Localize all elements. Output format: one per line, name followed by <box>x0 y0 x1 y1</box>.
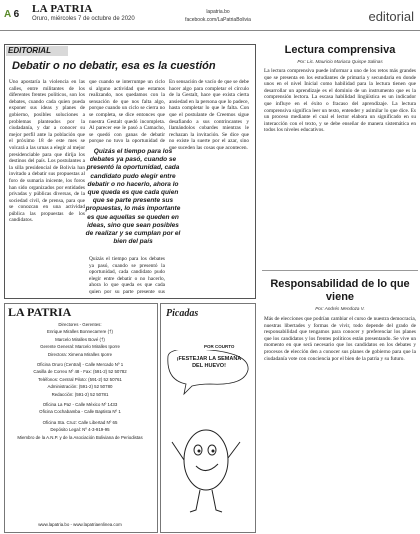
staff-line: Enrique Miralles Bonnecarrere (†) <box>47 329 113 335</box>
staff-line: Teléfonos: Central Piloto: (591-2) 52 50761 <box>38 376 122 382</box>
staff-web[interactable]: www.lapatria.bo - www.lapatriaenlinea.com <box>38 522 122 527</box>
cartoon-illustration <box>160 350 254 530</box>
article-author-1: Por: Lic. Mauricio Mariaca Quispe Salinas <box>297 59 383 64</box>
cartoon-speech-text: ¡FESTEJAR LA SEMANA DEL HUEVO! <box>176 356 242 369</box>
editorial-tab: EDITORIAL <box>6 46 68 56</box>
staff-line: Directora: Ximena Miralles Iporre <box>47 351 113 357</box>
staff-line: Depósito Legal: Nº 4-3-919-95 <box>50 427 110 433</box>
masthead-title: LA PATRIA <box>32 3 93 15</box>
editorial-pull-quote: Quizás el tiempo para los debates ya pasó, cuando se presentó la oportunidad, cada candidato pudo elegir entre debatir o no hacerlo, ahora lo que queda es que cada quien que se parte presente sus propuestas, lo más importante es que aquellas se queden en ideas, sino que sean posibles de realizar y se cumplan por el bien del país <box>85 148 181 246</box>
egg-icon <box>184 430 228 490</box>
staff-box-title: LA PATRIA <box>8 305 72 319</box>
editorial-column-2: que cuando se interrumpe un ciclo si alguno actividad que estamos realizando, nos quedamos con la sensación de que nos falta algo, porque cuando un ciclo se cierra no se completa, se dice entonces que nuestra Gestalt quedó incompleta. Al parecer ese le pasó a Camacho, se quedó con ganas de debatir porque no tuvo la oportunidad de <box>89 79 165 145</box>
divider <box>262 270 418 271</box>
staff-line: Gerente General: Marcelo Miralles Iporre <box>40 344 120 350</box>
article-title-2: Responsabilidad de lo que viene <box>270 278 410 303</box>
section-label: editorial <box>368 9 414 24</box>
masthead-date: Oruro, miércoles 7 de octubre de 2020 <box>32 16 135 22</box>
website-link[interactable]: lapatria.bo <box>206 9 230 15</box>
article-author-2: Por: Andrés Mendoza V. <box>315 306 365 311</box>
editorial-column-2-bottom: Quizás el tiempo para los debates ya pasó, cuando se presentó la oportunidad, cada candidato pudo elegir entre debatir o no hacerlo, ahora lo que queda es que cada quien por su parte presente sus <box>89 256 165 294</box>
staff-line: Oficina Oruro (Central) - Calle Mercado Nº 1 <box>36 362 124 368</box>
page-number <box>4 9 19 20</box>
staff-line: Directores - Gerentes: <box>58 322 102 327</box>
staff-line: Marcelo Miralles Bové (†) <box>55 336 105 342</box>
staff-line: Redacción: (591-2) 52 50781 <box>51 391 109 397</box>
article-body-2: Más de elecciones que podrían cambiar el curso de nuestra democracia, nuestras libertades y formas de vivir, todo depende del grado de responsabilidad que tengamos para conocer y preferenciar los planes que los candidatos y los frentes políticos están presentando. Se vive un momento en que será necesario que los candidatos en los debates y procesos de elección den a conocer sus planes de gobierno para que la ciudadanía vote con conciencia por el bien de la patria y su futuro. <box>264 316 416 362</box>
page-letter: A <box>4 9 11 20</box>
editorial-column-1: Uno apostaría la violencia en las calles, entre militantes de los diferentes frentes políticos, son los debates, cuando cada quien pueda exponer sus ideas y planes de gobierno, posibles soluciones a problemas planteados por la ciudadanía, y dar a conocer su mejor perfil ante la población que el próximo 18 de este mes se volcará a las urnas a elegir al mejor presidenciable para que dirija los destinos del país. Los postulantes a la silla presidencial de Bolivia han invitado a debatir sus propuestas al foro de sumaria inicente, los foros han sido organizados por entidades privadas y públicas diversas, de la sociedad civil, de prensa, para que se conozcan en una actividad pública las propuestas de los candidatos. <box>9 79 85 224</box>
staff-line: Casilla de Correo Nº 48 - Fax: (591-2) 52 50782 <box>33 369 127 375</box>
page-number-value: 6 <box>13 9 20 20</box>
staff-line: Oficina La Paz - Calle México Nº 1433 <box>42 402 118 408</box>
editorial-title: Debatir o no debatir, esa es la cuestión <box>12 60 216 72</box>
article-body-1: La lectura comprensiva puede informar a uno de los retos más grandes que se presenta en los estudiantes de primaria y secundaria en donde unos en el nivel Inicial como habilidad para la lectura tienen que desarrollar un aprendizaje es el dominio de un instrumento que es la comprensión lectora. La escasa habilidad lingüística es un indicador que influye en el éxito o fracaso del aprendizaje. La lectura comprensiva significa leer un texto, entender y asimilar lo que dice. Es un proceso mediante el cual el lector elabora un significado en su interacción con el texto, y se debe enseñar de manera sistemática en todos los niveles educativos. <box>264 68 416 134</box>
cartoon-author: POR COURTO <box>204 344 235 349</box>
staff-line: Administración: (591-2) 52 50780 <box>47 384 113 390</box>
article-title-1: Lectura comprensiva <box>284 44 396 56</box>
editorial-column-3: En sensación de vacío de que se debe hacer algo para completar el círculo de la Gestalt, hace que exista cierta ansiedad en la persona que lo padece, hasta completar lo que le falta. Con que el postulante de Creemos sigue desafiando a sus contrincantes y llamándolos cobardes mientras le rechazan la invitación. Se dice que no existe la suerte por el azar, sino que suceden las cosas que acontecen. <box>169 79 249 151</box>
staff-list <box>8 322 152 442</box>
staff-line: Oficina Sta. Cruz: Calle Libertad Nº 65 <box>42 419 118 425</box>
cartoon-brand: Picadas <box>166 308 199 319</box>
staff-line: Miembro de la A.N.P. y de la Asociación Boliviana de Periodistas <box>17 434 143 440</box>
facebook-link[interactable]: facebook.com/LaPatriaBolivia <box>185 17 251 23</box>
staff-line: Oficina Cochabamba - Calle Baptista Nº 1 <box>39 409 121 415</box>
